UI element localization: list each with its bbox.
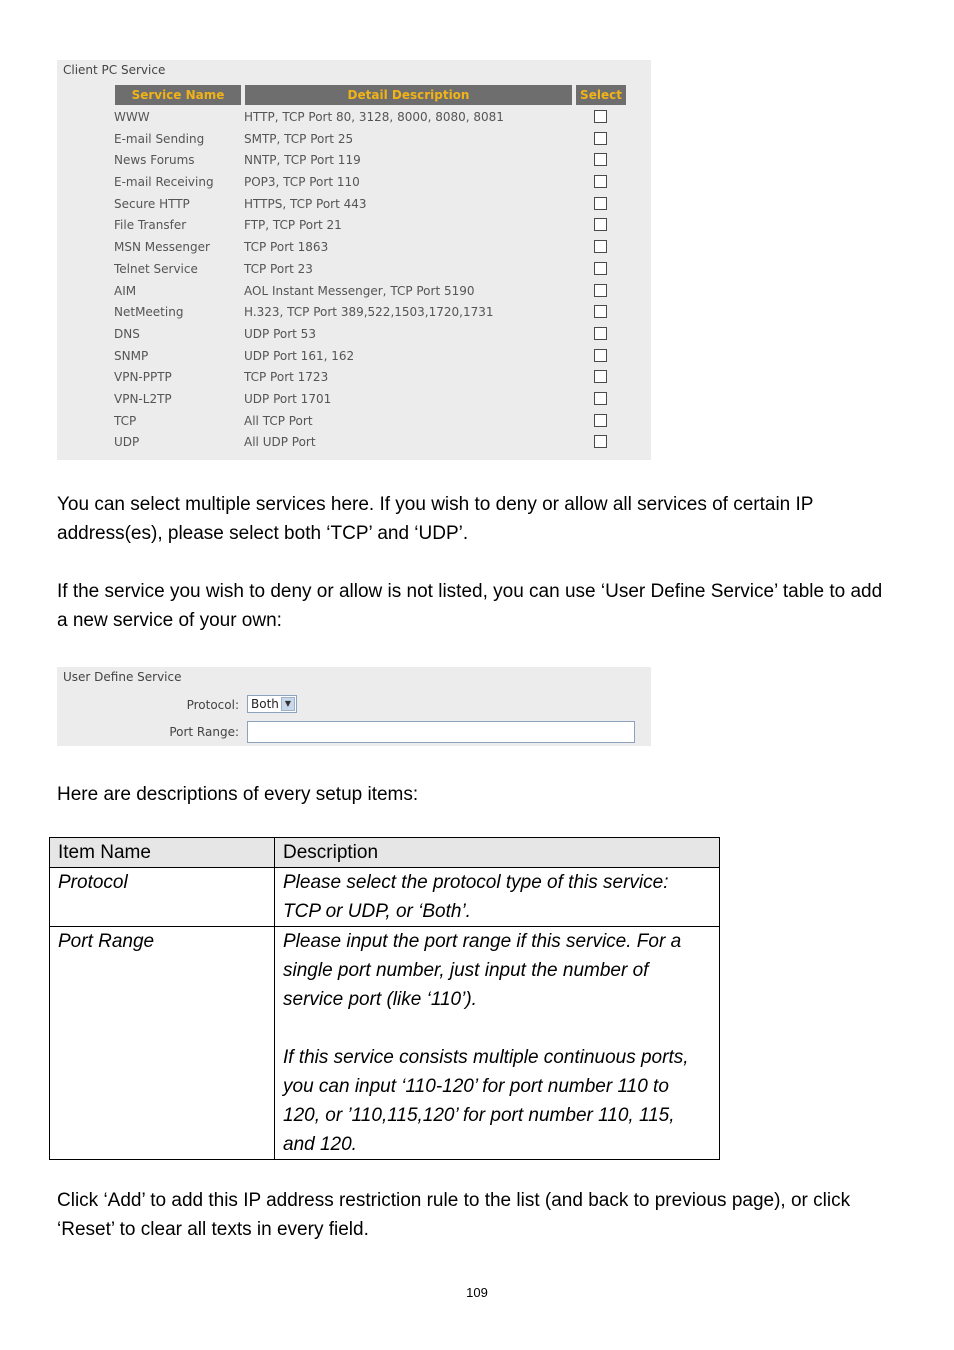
select-checkbox[interactable] [594,132,607,145]
table-row [57,324,651,346]
select-checkbox[interactable] [594,197,607,210]
service-name: NetMeeting [114,305,184,320]
service-description: NNTP, TCP Port 119 [244,153,361,168]
service-description: HTTPS, TCP Port 443 [244,196,367,211]
table-row [57,194,651,216]
protocol-select[interactable] [247,695,297,713]
select-checkbox[interactable] [594,349,607,362]
service-name: Telnet Service [114,261,198,276]
header-detail-description: Detail Description [245,85,572,105]
item-desc-port-range [275,927,720,1160]
paragraph-add-reset: Click ‘Add’ to add this IP address restriction rule to the list (and back to previous page), or click ‘Reset’ to clear all texts in every field. [57,1190,851,1240]
select-checkbox[interactable] [594,218,607,231]
service-description: TCP Port 1723 [244,370,329,385]
service-description: TCP Port 1863 [244,240,329,255]
service-name: WWW [114,110,150,124]
service-name: News Forums [114,153,195,168]
service-list [57,107,651,454]
table-row [57,150,651,172]
header-service-name: Service Name [115,85,241,105]
service-name: MSN Messenger [114,240,210,255]
port-range-input[interactable] [247,721,635,743]
service-description: HTTP, TCP Port 80, 3128, 8000, 8080, 8081 [244,110,504,124]
description-table [49,837,720,1160]
select-checkbox[interactable] [594,305,607,318]
select-checkbox[interactable] [594,370,607,383]
chevron-down-icon[interactable]: ▼ [281,697,295,711]
table-row [57,346,651,368]
header-item-name: Item Name [50,838,275,868]
service-name: UDP [114,435,140,450]
table-row [57,107,651,129]
service-name: File Transfer [114,218,187,233]
paragraph-multiple-services: You can select multiple services here. If you wish to deny or allow all services of certain IP address(es), please select both ‘TCP’ and ‘UDP’. [57,494,814,544]
table-row [50,927,720,1160]
service-description: TCP Port 23 [244,261,313,276]
item-name-port-range: Port Range [50,927,275,1160]
service-name: TCP [114,413,137,428]
port-range-desc-part-1: Please input the port range if this service. For a single port number, just input the number of service port (like ‘110’). [283,931,682,1010]
service-name: E-mail Receiving [114,175,214,190]
select-checkbox[interactable] [594,110,607,123]
select-checkbox[interactable] [594,262,607,275]
page-number: 109 [466,1285,488,1300]
port-range-desc-part-2: If this service consists multiple continuous ports, you can input ‘110-120’ for port number 110 to 120, or ’110,115,120’ for port number 110, 115, and 120. [283,1047,689,1155]
table-row [50,868,720,927]
service-description: UDP Port 53 [244,326,316,341]
service-description: POP3, TCP Port 110 [244,175,360,190]
select-checkbox[interactable] [594,327,607,340]
client-pc-service-title: Client PC Service [63,63,166,77]
service-description: All UDP Port [244,435,316,450]
header-select: Select [576,85,626,105]
service-description: UDP Port 161, 162 [244,348,355,363]
protocol-label: Protocol: [186,698,239,712]
select-checkbox[interactable] [594,392,607,405]
table-row [57,215,651,237]
service-name: SNMP [114,348,149,363]
service-name: VPN-L2TP [114,391,172,406]
service-name: Secure HTTP [114,196,190,211]
service-name: VPN-PPTP [114,370,172,385]
table-row [57,281,651,303]
select-checkbox[interactable] [594,284,607,297]
table-header-row [50,838,720,868]
table-row [57,302,651,324]
service-description: SMTP, TCP Port 25 [244,131,354,146]
service-description: AOL Instant Messenger, TCP Port 5190 [244,283,475,298]
select-checkbox[interactable] [594,240,607,253]
table-row [57,389,651,411]
service-name: AIM [114,283,137,298]
select-checkbox[interactable] [594,414,607,427]
service-name: DNS [114,326,140,341]
table-row [57,432,651,454]
service-name: E-mail Sending [114,131,205,146]
paragraph-user-define-intro: If the service you wish to deny or allow is not listed, you can use ‘User Define Service’ table to add a new service of your own: [57,581,883,631]
service-description: UDP Port 1701 [244,391,332,406]
port-range-label: Port Range: [169,725,239,739]
paragraph-descriptions-intro: Here are descriptions of every setup items: [57,784,419,805]
table-row [57,172,651,194]
item-name-protocol: Protocol [50,868,275,927]
service-description: FTP, TCP Port 21 [244,218,342,233]
table-row [57,367,651,389]
select-checkbox[interactable] [594,153,607,166]
select-checkbox[interactable] [594,435,607,448]
table-row [57,411,651,433]
item-desc-protocol: Please select the protocol type of this service: TCP or UDP, or ‘Both’. [275,868,720,927]
user-define-service-title: User Define Service [63,670,182,684]
table-row [57,237,651,259]
client-pc-service-panel [57,60,651,460]
table-row [57,259,651,281]
table-row [57,129,651,151]
service-description: All TCP Port [244,413,313,428]
header-description: Description [275,838,720,868]
protocol-selected-value: Both [251,697,279,711]
user-define-service-panel [57,667,651,746]
select-checkbox[interactable] [594,175,607,188]
service-description: H.323, TCP Port 389,522,1503,1720,1731 [244,305,494,320]
